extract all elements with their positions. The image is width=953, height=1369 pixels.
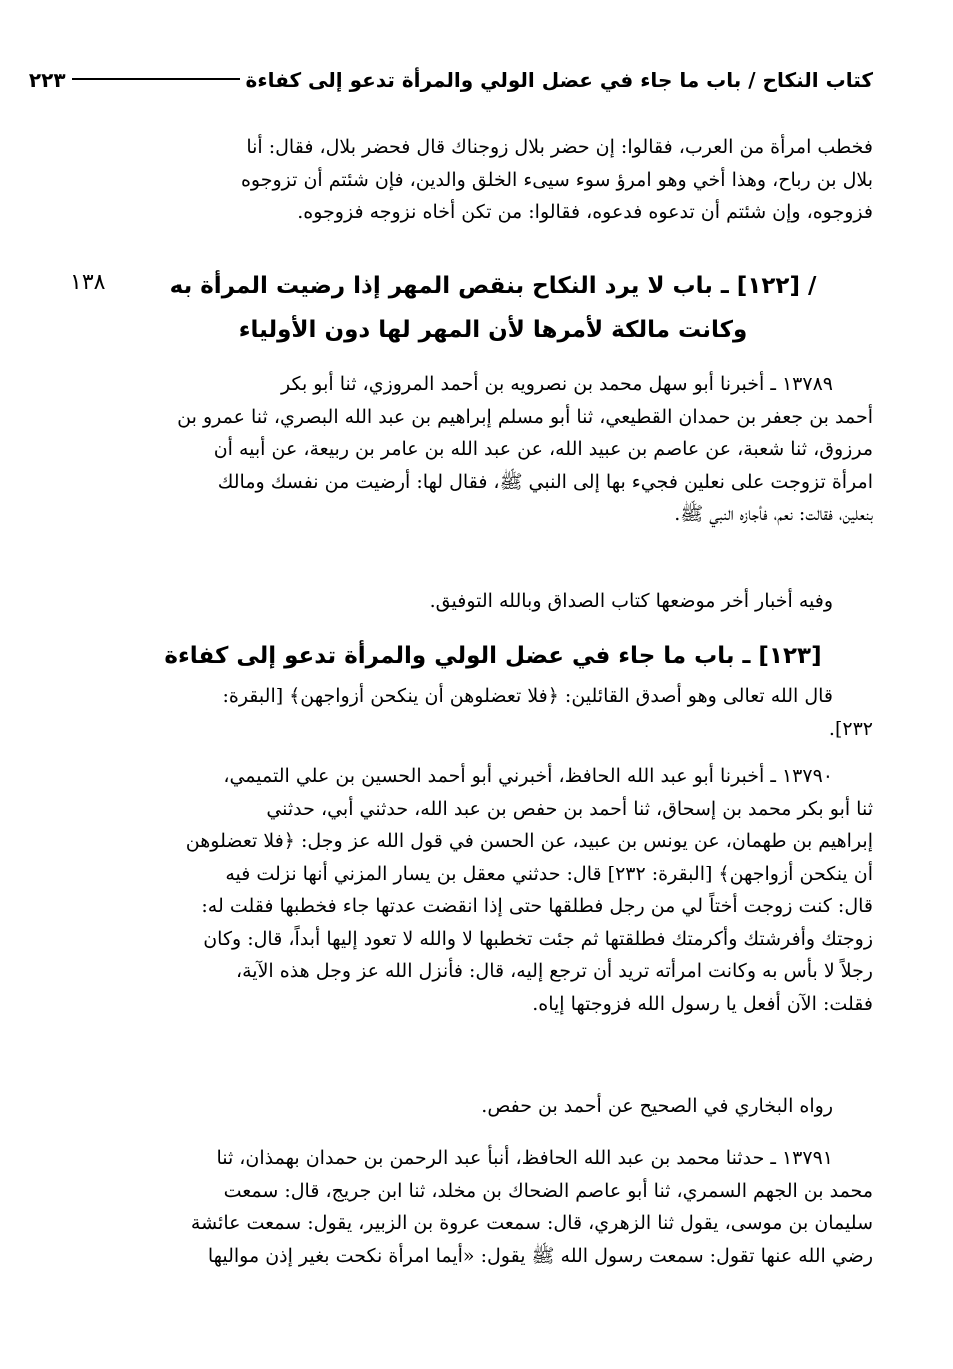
heading-line: [١٢٣] ـ باب ما جاء في عضل الولي والمرأة تدعو إلى كفاءة [164,643,822,669]
note-13790 [113,1090,873,1123]
hadith-line: رضي الله عنها تقول: سمعت رسول الله ﷺ يقول: «أيما امرأة نكحت بغير إذن مواليها [207,1244,873,1267]
header-chapter-title: باب ما جاء في عضل الولي والمرأة تدعو إلى كفاءة [245,68,742,92]
header-book-title: كتاب النكاح [762,68,873,92]
hadith-line: ١٣٧٩١ ـ حدثنا محمد بن عبد الله الحافظ، أنبأ عبد الرحمن بن حمدان بهمذان، ثنا [216,1147,833,1169]
heading-line: وكانت مالكة لأمرها لأن المهر لها دون الأولياء [238,317,748,343]
page-number: ٢٢٣ [28,68,66,92]
hadith-line: ١٣٧٨٩ ـ أخبرنا أبو سهل محمد بن نصرويه بن أحمد المروزي، ثنا أبو بكر [280,373,833,395]
hadith-line: أن ينكحن أزواجهن﴾ [البقرة: ٢٣٢] قال: حدثني معقل بن يسار المزني أنها نزلت فيه [225,862,873,885]
running-header [28,66,873,94]
hadith-line: فقلت: الآن أفعل يا رسول الله فزوجتها إياه. [532,992,873,1015]
quran-citation [113,680,873,745]
paragraph-line: فزوجوه، وإن شئتم أن تدعوه فدعوه، فقالوا: من تكن أخاه نزوجه فزوجوه. [297,201,873,223]
hadith-13789 [113,368,873,531]
note-13789 [113,585,873,618]
header-rule [72,78,240,80]
quran-line: قال الله تعالى وهو أصدق القائلين: ﴿فلا تعضلوهن أن ينكحن أزواجهن﴾ [البقرة: [222,685,833,707]
paragraph-line: بلال بن رباح، وهذا أخي وهو امرؤ سوء سيىء الخلق والدين، فإن شئتم أن تزوجوه [240,168,873,191]
top-paragraph [113,131,873,229]
header-separator: / [748,68,756,92]
hadith-13790 [113,760,873,1020]
note-line: رواه البخاري في الصحيح عن أحمد بن حفص. [481,1095,833,1117]
hadith-line: رجلاً لا بأس به وكانت امرأته تريد أن ترجع إليه، قال: فأنزل الله عز وجل هذه الآية، [235,960,873,982]
hadith-13791 [113,1142,873,1272]
hadith-line: زوجتك وأفرشتك وأكرمتك فطلقتها ثم جئت تخطبها لا والله لا تعود إليها أبداً، قال: وكان [203,927,873,950]
margin-page-number: ١٣٨ [70,270,106,295]
hadith-line: قال: كنت زوجت أختاً لي من رجل فطلقها حتى إذا انقضت عدتها جاء فخطبها فقلت له: [201,895,873,917]
chapter-heading-123 [113,634,873,678]
hadith-line: بنعلين، فقالت: نعم، فأجازه النبي ﷺ. [674,503,873,525]
paragraph-line: فخطب امرأة من العرب، فقالوا: إن حضر بلال زوجناك قال فحضر بلال، فقال: أنا [246,136,873,158]
hadith-line: سليمان بن موسى، يقول ثنا الزهري، قال: سمعت عروة بن الزبير، يقول: سمعت عائشة [190,1212,873,1234]
hadith-line: امرأة تزوجت على نعلين فجيء بها إلى النبي ﷺ، فقال لها: أرضيت من نفسك ومالك [217,470,873,493]
chapter-heading-122 [113,264,873,352]
hadith-line: ١٣٧٩٠ ـ أخبرنا أبو عبد الله الحافظ، أخبرني أبو أحمد الحسين بن علي التميمي، [223,765,833,787]
heading-line: / [١٢٢] ـ باب لا يرد النكاح بنقص المهر إذا رضيت المرأة به [169,273,817,299]
hadith-line: أحمد بن جعفر بن حمدان القطيعي، ثنا أبو مسلم إبراهيم بن عبد الله البصري، ثنا عمرو بن [177,405,873,428]
note-line: وفيه أخبار أخر موضعها كتاب الصداق وبالله التوفيق. [429,590,833,612]
hadith-line: إبراهيم بن طهمان، عن يونس بن عبيد، عن الحسن في قول الله عز وجل: ﴿فلا تعضلوهن [185,830,873,852]
hadith-line: ثنا أبو بكر محمد بن إسحاق، ثنا أحمد بن حفص بن عبد الله، حدثني أبي، حدثني [266,797,873,820]
hadith-line: محمد بن الجهم السمري، ثنا أبو عاصم الضحاك بن مخلد، ثنا ابن جريج، قال: سمعت [223,1179,873,1202]
quran-line: ٢٣٢]. [828,717,873,740]
hadith-line: مرزوق، ثنا شعبة، عن عاصم بن عبيد الله، عن عبد الله بن عامر بن ربيعة، عن أبيه أن [213,438,873,460]
